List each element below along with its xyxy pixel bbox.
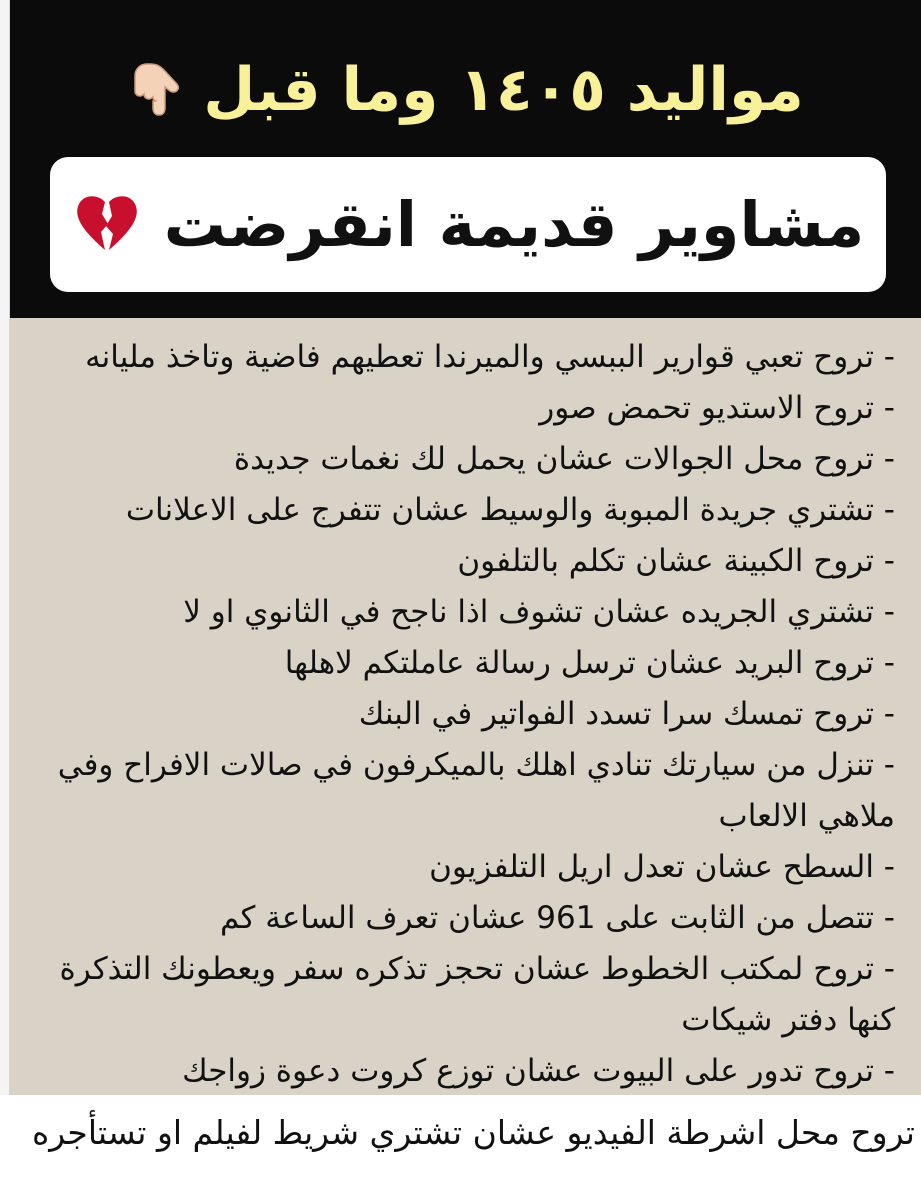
list-item: - تنزل من سيارتك تنادي اهلك بالميكرفون في صالات الافراح وفي bbox=[57, 747, 895, 783]
list-item: - تشتري جريدة المبوبة والوسيط عشان تتفرج على الاعلانات bbox=[125, 492, 895, 528]
list-item: - تروح محل الجوالات عشان يحمل لك نغمات جديدة bbox=[233, 441, 895, 477]
list-item: - تروح الاستديو تحمض صور bbox=[539, 390, 895, 426]
subtitle: مشاوير قديمة انقرضت bbox=[163, 188, 865, 261]
list-item: - تشتري الجريده عشان تشوف اذا ناجح في الثانوي او لا bbox=[183, 594, 895, 630]
title-row bbox=[10, 40, 921, 140]
list-item: - تروح تمسك سرا تسدد الفواتير في البنك bbox=[358, 696, 895, 732]
errands-list bbox=[10, 318, 921, 1097]
list-item: - تروح تدور على البيوت عشان توزع كروت دعوة زواجك bbox=[182, 1053, 895, 1089]
list-item: - تتصل من الثابت على 961 عشان تعرف الساعة كم bbox=[220, 900, 895, 936]
broken-heart-icon bbox=[72, 190, 142, 260]
list-item: - تروح البريد عشان ترسل رسالة عاملتكم لاهلها bbox=[284, 645, 895, 681]
header-banner bbox=[10, 0, 921, 318]
footer-caption bbox=[0, 1095, 921, 1200]
subtitle-box bbox=[50, 157, 886, 292]
list-item: ملاهي الالعاب bbox=[718, 798, 895, 834]
spreadsheet-gridline bbox=[0, 0, 10, 1200]
page-title: مواليد ١٤٠٥ وما قبل bbox=[203, 55, 804, 125]
list-item: - تروح الكبينة عشان تكلم بالتلفون bbox=[457, 543, 895, 579]
footer-text: تروح محل اشرطة الفيديو عشان تشتري شريط لفيلم او تستأجره bbox=[31, 1113, 915, 1152]
pointing-down-hand-icon bbox=[127, 59, 189, 121]
list-item: - تروح لمكتب الخطوط عشان تحجز تذكره سفر ويعطونك التذكرة bbox=[59, 951, 895, 987]
list-item: - السطح عشان تعدل اريل التلفزيون bbox=[429, 849, 895, 885]
list-item: كنها دفتر شيكات bbox=[681, 1002, 895, 1038]
list-panel bbox=[10, 318, 921, 1095]
list-item: - تروح تعبي قوارير الببسي والميرندا تعطيهم فاضية وتاخذ مليانه bbox=[85, 339, 895, 375]
